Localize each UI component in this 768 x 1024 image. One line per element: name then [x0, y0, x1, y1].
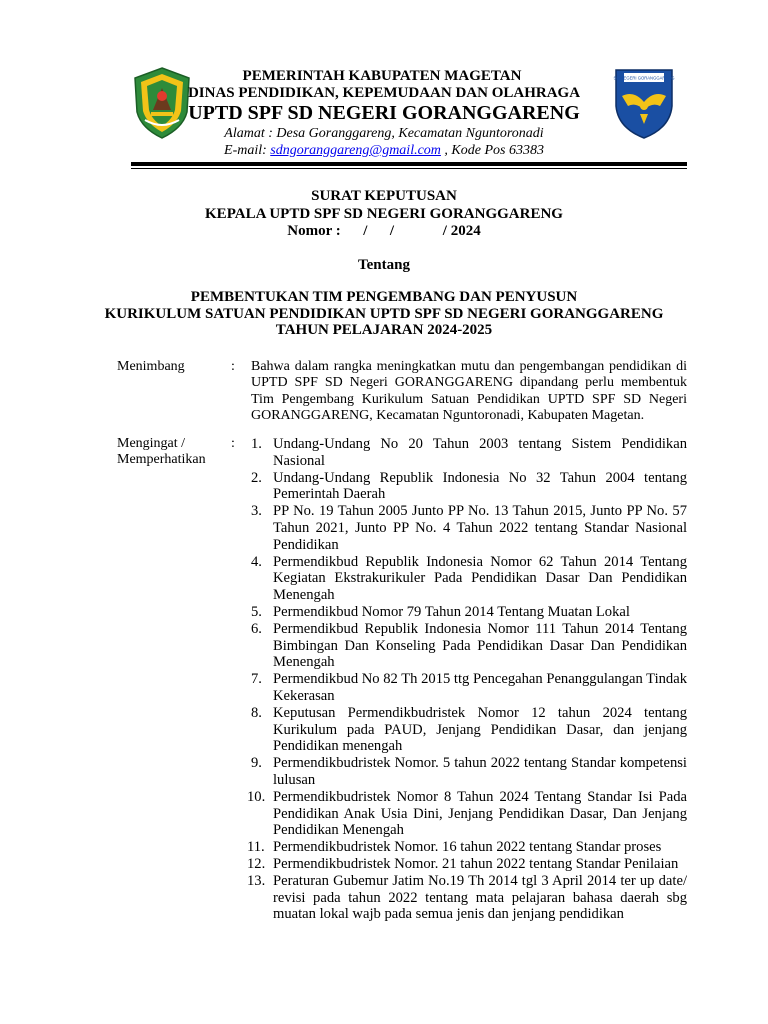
- logo-lettering: SD NEGERI GORANGGARENG: [613, 75, 675, 81]
- postcode: , Kode Pos 63383: [440, 143, 544, 158]
- item-number: 7.: [251, 671, 262, 688]
- doc-number: Nomor : / / / 2024: [287, 223, 481, 239]
- doc-subtitle: KEPALA UPTD SPF SD NEGERI GORANGGARENG: [205, 206, 563, 222]
- email-link[interactable]: sdngoranggareng@gmail.com: [270, 143, 441, 158]
- doc-tentang: Tentang: [358, 257, 410, 273]
- list-item: [251, 470, 687, 504]
- menimbang-line: UPTD SPF SD Negeri GORANGGARENG dipandang perlu membentuk: [251, 375, 687, 391]
- list-item: [251, 671, 687, 705]
- item-number: 12.: [247, 855, 266, 872]
- item-text: Undang-Undang Republik Indonesia No 32 Tahun 2004 tentang Pemerintah Daerah: [273, 469, 687, 503]
- doc-subject-line-2: KURIKULUM SATUAN PENDIDIKAN UPTD SPF SD NEGERI GORANGGARENG: [104, 306, 664, 322]
- memperhatikan-label: Memperhatikan: [117, 452, 206, 467]
- doc-title: SURAT KEPUTUSAN: [311, 188, 457, 204]
- list-item: [251, 554, 687, 604]
- list-item: [251, 604, 687, 621]
- list-item: [251, 503, 687, 553]
- mengingat-label: Mengingat /: [117, 436, 186, 451]
- letterhead-contact: [0, 142, 768, 159]
- item-text: PP No. 19 Tahun 2005 Junto PP No. 13 Tahun 2015, Junto PP No. 57 Tahun 2021, Junto PP No. 4 Tahun 2022 tentang Standar Nasional Pendidikan: [273, 503, 687, 553]
- letterhead-divider-thick: [131, 162, 687, 166]
- item-number: 8.: [251, 704, 262, 721]
- item-number: 1.: [251, 436, 262, 452]
- item-number: 5.: [251, 603, 262, 620]
- legal-basis-list: [247, 436, 687, 923]
- doc-subject-line-1: PEMBENTUKAN TIM PENGEMBANG DAN PENYUSUN: [190, 289, 578, 305]
- email-prefix: E-mail:: [224, 143, 271, 158]
- list-item: [247, 788, 687, 839]
- letterhead-address: Alamat : Desa Goranggareng, Kecamatan Nguntoronadi: [224, 126, 544, 141]
- list-item: [247, 839, 687, 856]
- item-text: Permendikbud Nomor 79 Tahun 2014 Tentang Muatan Lokal: [273, 603, 630, 620]
- item-number: 9.: [251, 755, 262, 772]
- menimbang-colon: :: [231, 359, 235, 374]
- menimbang-text: [251, 359, 687, 424]
- menimbang-line: GORANGGARENG, Kecamatan Nguntoronadi, Kabupaten Magetan.: [251, 407, 645, 423]
- item-text: Permendikbudristek Nomor 8 Tahun 2024 Tentang Standar Isi Pada Pendidikan Anak Usia Dini, Jenjang Pendidikan Dasar, Dan Jenjang Pendidikan Menengah: [273, 788, 687, 839]
- list-item: [251, 621, 687, 671]
- item-number: 6.: [251, 620, 262, 637]
- item-text: Permendikbudristek Nomor. 16 tahun 2022 tentang Standar proses: [273, 839, 662, 856]
- item-text: Peraturan Gubemur Jatim No.19 Th 2014 tgl 3 April 2014 ter up date/ revisi pada tahun 2022 tentang mata pelajaran bahasa daerah sbg muatan lokal wajb pada semua jenis dan jenjang pendidikan: [273, 872, 687, 923]
- item-number: 13.: [247, 872, 266, 889]
- list-item: [251, 755, 687, 789]
- list-item: [247, 872, 687, 923]
- letterhead-divider-thin: [131, 168, 687, 169]
- list-item: [251, 705, 687, 755]
- doc-subject-line-3: TAHUN PELAJARAN 2024-2025: [275, 322, 493, 338]
- menimbang-line: Bahwa dalam rangka meningkatkan mutu dan pengembangan pendidikan di: [251, 359, 687, 374]
- menimbang-label: Menimbang: [117, 359, 185, 374]
- item-text: Permendikbud Republik Indonesia Nomor 62 Tahun 2014 Tentang Kegiatan Ekstrakurikuler Pada Pendidikan Dasar Dan Pendidikan Menengah: [273, 553, 687, 604]
- item-text: Permendikbud Republik Indonesia Nomor 111 Tahun 2014 Tentang Bimbingan Dan Konseling Pada Pendidikan Dasar Dan Pendidikan Menengah: [273, 620, 687, 671]
- item-text: Permendikbudristek Nomor. 21 tahun 2022 tentang Standar Penilaian: [273, 855, 679, 872]
- letterhead-department: DINAS PENDIDIKAN, KEPEMUDAAN DAN OLAHRAGA: [187, 85, 581, 101]
- menimbang-line: Tim Pengembang Kurikulum Satuan Pendidikan UPTD SPF SD Negeri: [251, 391, 687, 407]
- item-number: 3.: [251, 503, 262, 520]
- item-number: 4.: [251, 553, 262, 570]
- item-number: 10.: [247, 788, 266, 805]
- letterhead-school-name: UPTD SPF SD NEGERI GORANGGARENG: [188, 102, 580, 124]
- list-item: [247, 855, 687, 873]
- item-text: Undang-Undang No 20 Tahun 2003 tentang Sistem Pendidikan Nasional: [273, 436, 687, 469]
- item-text: Permendikbudristek Nomor. 5 tahun 2022 tentang Standar kompetensi lulusan: [273, 755, 687, 788]
- mengingat-colon: :: [231, 436, 235, 451]
- letterhead-government: PEMERINTAH KABUPATEN MAGETAN: [242, 68, 522, 84]
- item-text: Keputusan Permendikbudristek Nomor 12 tahun 2024 tentang Kurikulum pada PAUD, Jenjang Pendidikan Dasar, dan jenjang Pendidikan menengah: [273, 704, 687, 755]
- list-item: [251, 436, 687, 470]
- item-number: 2.: [251, 469, 262, 486]
- item-text: Permendikbud No 82 Th 2015 ttg Pencegahan Penanggulangan Tindak Kekerasan: [273, 671, 687, 704]
- item-number: 11.: [247, 839, 265, 856]
